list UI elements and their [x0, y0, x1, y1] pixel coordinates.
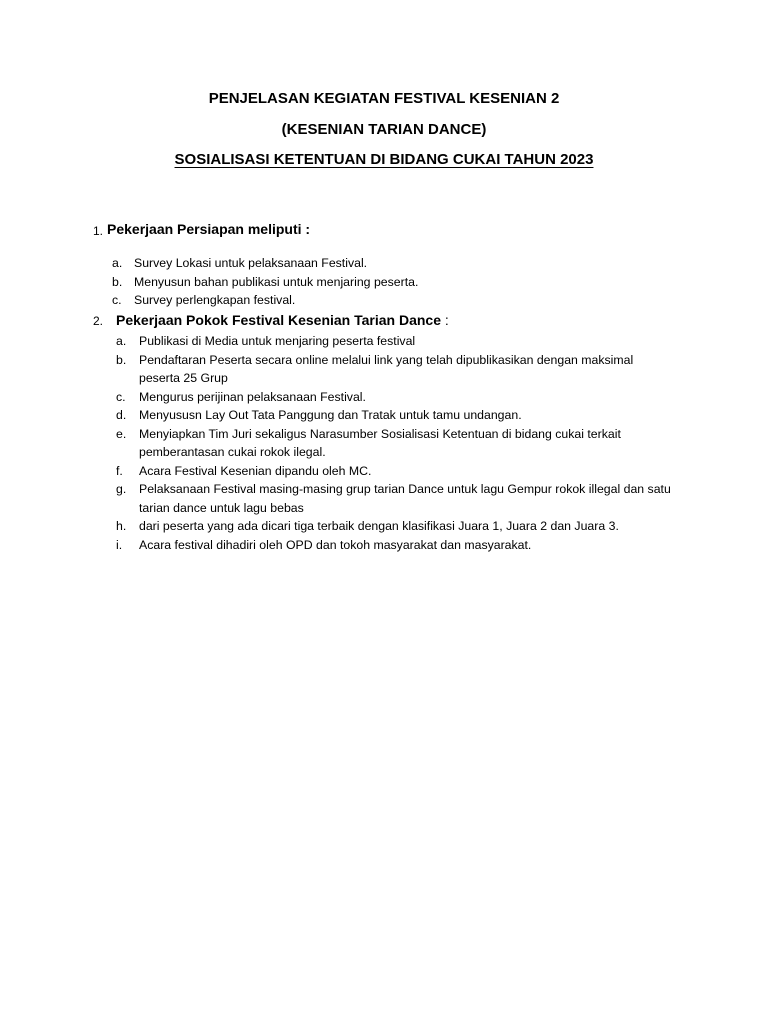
- list-marker: e.: [116, 426, 127, 441]
- list-marker: b.: [112, 274, 123, 289]
- list-item-text: Pelaksanaan Festival masing-masing grup tarian Dance untuk lagu Gempur rokok illegal dan satu tarian dance untuk lagu bebas: [139, 482, 671, 515]
- list-marker: d.: [116, 408, 127, 422]
- list-marker: b.: [116, 352, 127, 367]
- list-item-text: Publikasi di Media untuk menjaring peserta festival: [139, 334, 416, 348]
- list-marker: a.: [112, 256, 123, 270]
- list-item-text: Mengurus perijinan pelaksanaan Festival.: [139, 389, 366, 404]
- list-item-text: Pendaftaran Peserta secara online melalui link yang telah dipublikasikan dengan maksimal peserta 25 Grup: [139, 352, 634, 385]
- section1-number: 1.: [93, 224, 104, 238]
- document-heading-underlined: [0, 150, 768, 170]
- list-item-text: Acara Festival Kesenian dipandu oleh MC.: [139, 463, 372, 478]
- list-item: [112, 254, 672, 273]
- list-item: [116, 536, 676, 555]
- list-item-text: Menyusun bahan publikasi untuk menjaring peserta.: [134, 274, 419, 289]
- section2-number: 2.: [93, 314, 104, 328]
- section2-title-colon: :: [444, 312, 449, 328]
- list-marker: h.: [116, 519, 127, 533]
- list-item-text: dari peserta yang ada dicari tiga terbaik dengan klasifikasi Juara 1, Juara 2 dan Juara 3.: [139, 519, 619, 533]
- list-item: [116, 425, 676, 462]
- document-heading-text: SOSIALISASI KETENTUAN DI BIDANG CUKAI TAHUN 2023: [174, 151, 594, 168]
- section2-title-text: Pekerjaan Pokok Festival Kesenian Tarian Dance: [116, 312, 442, 328]
- list-item: [116, 462, 676, 481]
- list-item: [116, 388, 676, 407]
- section2-list: [116, 332, 676, 554]
- section1-title: Pekerjaan Persiapan meliputi :: [107, 221, 311, 237]
- list-marker: f.: [116, 463, 123, 478]
- list-item-text: Menyususn Lay Out Tata Panggung dan Tratak untuk tamu undangan.: [139, 408, 522, 422]
- list-item-text: Acara festival dihadiri oleh OPD dan tokoh masyarakat dan masyarakat.: [139, 537, 532, 552]
- list-item: [112, 291, 672, 310]
- section2-title: [116, 312, 449, 328]
- list-marker: i.: [116, 537, 123, 552]
- list-item-text: Survey perlengkapan festival.: [134, 293, 296, 307]
- list-item-text: Menyiapkan Tim Juri sekaligus Narasumber Sosialisasi Ketentuan di bidang cukai terkait pemberantasan cukai rokok ilegal.: [139, 426, 621, 459]
- list-marker: a.: [116, 334, 127, 348]
- list-item: [116, 332, 676, 351]
- list-marker: c.: [116, 389, 126, 404]
- list-item: [116, 351, 676, 388]
- list-marker: g.: [116, 482, 127, 496]
- section1-list: [112, 254, 672, 310]
- list-marker: c.: [112, 293, 122, 307]
- document-subtitle: (KESENIAN TARIAN DANCE): [281, 121, 487, 138]
- list-item: [116, 480, 676, 517]
- list-item: [112, 273, 672, 292]
- list-item-text: Survey Lokasi untuk pelaksanaan Festival.: [134, 256, 368, 270]
- list-item: [116, 406, 676, 425]
- document-title: PENJELASAN KEGIATAN FESTIVAL KESENIAN 2: [208, 90, 560, 107]
- list-item: [116, 517, 676, 536]
